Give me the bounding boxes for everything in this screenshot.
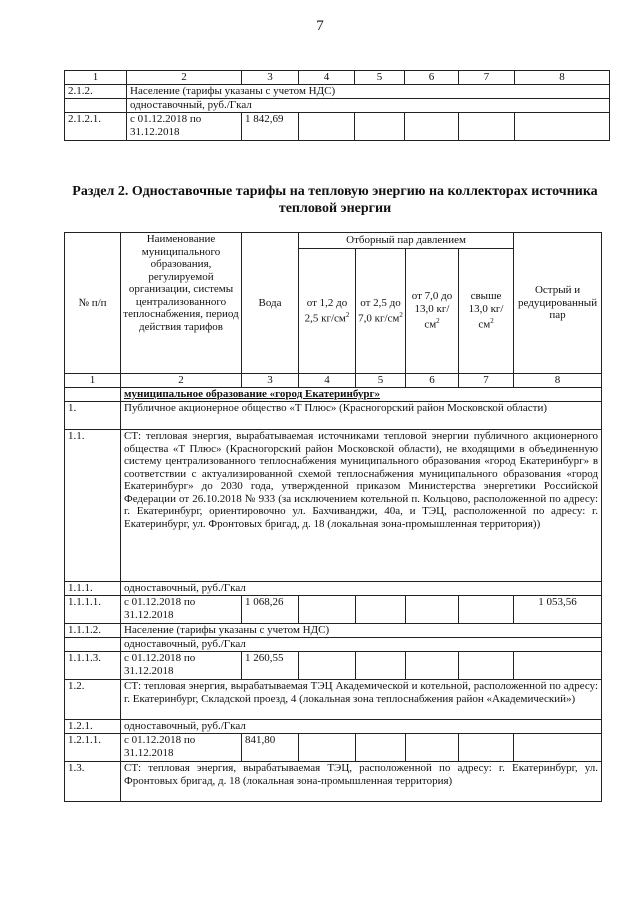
row-code: 1.1.1.3. (65, 652, 121, 680)
col-number: 7 (459, 374, 514, 388)
table-row (65, 113, 610, 141)
row-text: одноставочный, руб./Гкал (121, 638, 602, 652)
table-row (65, 596, 602, 624)
table-row (65, 734, 602, 762)
table-row (65, 624, 602, 638)
row-text: СТ: тепловая энергия, вырабатываемая источниками тепловой энергии публичного акционерного общества «Т Плюс» (Красногорский район Московской области), не входящими в объединенную систему централизованного теплоснабжения муниципального образования «город Екатеринбург» в соответствии с актуализированной схемой теплоснабжения муниципального образования «город Екатеринбург» до 2030 года, утвержденной приказом Министерства энергетики Российской Федерации от 26.10.2018 № 933 (за исключением котельной п. Кольцово, расположенной по адресу: г. Екатеринбург, ориентировочно ул. Бахчиванджи, 40а, и ТЭЦ, расположенной по адресу: г. Екатеринбург, ул. Фронтовых бригад, д. 18 (локальная зона-промышленная территория)) (121, 430, 602, 582)
header-steam-1: от 1,2 до 2,5 $кг/см^2$ (299, 249, 356, 374)
row-code (65, 638, 121, 652)
row-code: 1.2.1.1. (65, 734, 121, 762)
header-num: № п/п (65, 233, 121, 374)
row-text: Население (тарифы указаны с учетом НДС) (127, 85, 610, 99)
row-code: 2.1.2.1. (65, 113, 127, 141)
table-row (65, 762, 602, 802)
municipality-name: муниципальное образование «город Екатеринбург» (121, 388, 602, 402)
col-number: 4 (299, 374, 356, 388)
water-value: 841,80 (242, 734, 299, 762)
header-steam-4: свыше 13,0 $кг/см^2$ (459, 249, 514, 374)
table-row (65, 99, 610, 113)
col-number: 6 (406, 374, 459, 388)
col-number: 3 (242, 71, 299, 85)
col-number: 3 (242, 374, 299, 388)
municipality-row (65, 388, 602, 402)
row-code: 1.2. (65, 680, 121, 720)
header-steam-3: от 7,0 до 13,0 $кг/см^2$ (406, 249, 459, 374)
section-title: Раздел 2. Одноставочные тарифы на тепловую энергию на коллекторах источника тепловой энергии (72, 184, 598, 216)
col-number: 6 (405, 71, 459, 85)
table-row (65, 85, 610, 99)
col-number: 5 (355, 71, 405, 85)
row-code: 1.1.1.1. (65, 596, 121, 624)
row-period: с 01.12.2018 по 31.12.2018 (121, 652, 242, 680)
col-number: 5 (356, 374, 406, 388)
column-number-row (65, 71, 610, 85)
header-water: Вода (242, 233, 299, 374)
row-text: одноставочный, руб./Гкал (127, 99, 610, 113)
main-tariff-table (64, 232, 602, 802)
column-number-row (65, 374, 602, 388)
row-code: 1.1.1.2. (65, 624, 121, 638)
row-code: 1. (65, 402, 121, 430)
header-steam-group: Отборный пар давлением (299, 233, 514, 249)
col-number: 8 (514, 374, 602, 388)
col-number: 7 (459, 71, 515, 85)
table-row (65, 638, 602, 652)
row-code: 1.1.1. (65, 582, 121, 596)
table-row (65, 680, 602, 720)
table-row (65, 402, 602, 430)
sharp-steam-value: 1 053,56 (514, 596, 602, 624)
row-code (65, 99, 127, 113)
header-sharp-steam: Острый и редуцированный пар (514, 233, 602, 374)
table-row (65, 582, 602, 596)
col-number: 1 (65, 374, 121, 388)
col-number: 1 (65, 71, 127, 85)
row-text: СТ: тепловая энергия, вырабатываемая ТЭЦ, расположенной по адресу: г. Екатеринбург, ул. Фронтовых бригад, д. 18 (локальная зона-промышленная территория) (121, 762, 602, 802)
table-row (65, 430, 602, 582)
row-code: 1.2.1. (65, 720, 121, 734)
col-number: 2 (127, 71, 242, 85)
row-code: 1.3. (65, 762, 121, 802)
table-row (65, 652, 602, 680)
header-steam-2: от 2,5 до 7,0 $кг/см^2$ (356, 249, 406, 374)
col-number: 2 (121, 374, 242, 388)
row-text: Население (тарифы указаны с учетом НДС) (121, 624, 602, 638)
top-tariff-table (64, 70, 610, 141)
row-text: СТ: тепловая энергия, вырабатываемая ТЭЦ Академической и котельной, расположенной по адресу: г. Екатеринбург, Складской проезд, 4 (локальная зона теплоснабжения район «Академический») (121, 680, 602, 720)
row-period: с 01.12.2018 по 31.12.2018 (127, 113, 242, 141)
page-number: 7 (316, 18, 324, 34)
row-text: Публичное акционерное общество «Т Плюс» (Красногорский район Московской области) (121, 402, 602, 430)
row-code: 2.1.2. (65, 85, 127, 99)
row-code: 1.1. (65, 430, 121, 582)
header-name: Наименование муниципального образования, регулируемой организации, системы централизованного теплоснабжения, период действия тарифов (121, 233, 242, 374)
col-number: 4 (299, 71, 355, 85)
col-number: 8 (515, 71, 610, 85)
row-text: одноставочный, руб./Гкал (121, 720, 602, 734)
water-value: 1 260,55 (242, 652, 299, 680)
water-value: 1 068,26 (242, 596, 299, 624)
row-period: с 01.12.2018 по 31.12.2018 (121, 596, 242, 624)
row-text: одноставочный, руб./Гкал (121, 582, 602, 596)
row-period: с 01.12.2018 по 31.12.2018 (121, 734, 242, 762)
table-row (65, 720, 602, 734)
water-value: 1 842,69 (242, 113, 299, 141)
